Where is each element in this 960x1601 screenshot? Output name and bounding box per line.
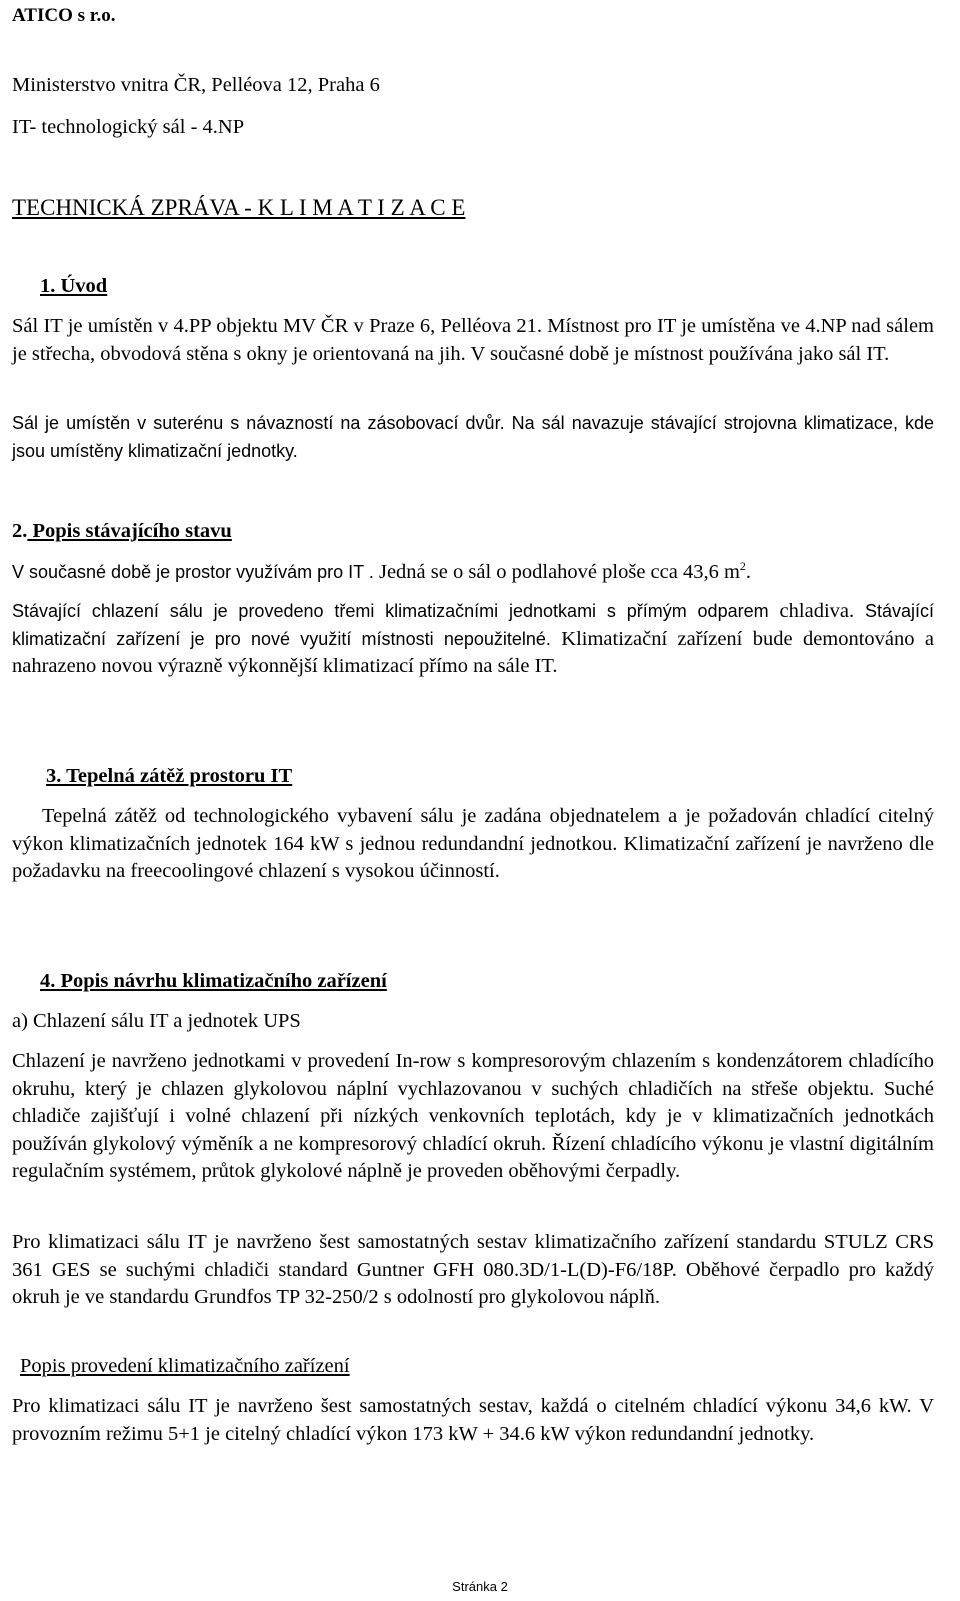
- heat-load-paragraph: [12, 803, 934, 886]
- period: .: [745, 561, 752, 583]
- section-heading: Popis stávajícího stavu: [27, 520, 232, 542]
- intro-text-2a: Sál je umístěn v suterénu s návazností na zásobovací dvůr.: [12, 413, 505, 433]
- section-intro: [12, 273, 934, 301]
- design-paragraph-1: [12, 1048, 934, 1186]
- current-state-text-2a: Stávající chlazení sálu je provedeno třemi klimatizačními jednotkami s přímým odparem: [12, 601, 769, 621]
- design-text-3: Pro klimatizaci sálu IT je navrženo šest samostatných sestav, každá o citelném chladící výkonu 34,6 kW. V provozním režimu 5+1 je citelný chladící výkon 173 kW + 34.6 kW výkon redundandní jednotky.: [12, 1395, 934, 1445]
- current-state-text-2c: Stávající klimatizační zařízení je pro nové využití místnosti nepoužitelné.: [12, 601, 934, 649]
- current-state-text-1b: Jedná se o sál o podlahové ploše cca 43,6 m: [373, 561, 740, 583]
- subheading: a) Chlazení sálu IT a jednotek UPS: [12, 1010, 301, 1032]
- company-name: ATICO s r.o.: [12, 5, 116, 26]
- section-heat-load: [12, 763, 934, 791]
- section-heading: 1. Úvod: [40, 275, 108, 297]
- design-subheading-2: [12, 1353, 934, 1381]
- current-state-text-1a: V současné době je prostor využívám pro IT .: [12, 562, 374, 582]
- intro-text-2b: Na sál navazuje stávající strojovna klimatizace, kde jsou umístěny klimatizační jednotky.: [12, 413, 934, 461]
- intro-paragraph-2: [12, 410, 934, 465]
- current-state-text-2b: chladiva.: [768, 600, 855, 622]
- address-line: Ministerstvo vnitra ČR, Pelléova 12, Praha 6: [12, 74, 380, 96]
- document-title: TECHNICKÁ ZPRÁVA - K L I M A T I Z A C E: [12, 195, 466, 220]
- current-state-text-2d: Klimatizační zařízení bude demontováno a nahrazeno novou výrazně výkonnější klimatizací přímo na sále IT.: [12, 627, 934, 677]
- superscript: 2: [739, 559, 746, 574]
- intro-text: Sál IT je umístěn v 4.PP objektu MV ČR v Praze 6, Pelléova 21. Místnost pro IT je umístěna ve 4.NP nad sálem je střecha, obvodová stěna s okny je orientovaná na jih. V současné době je místnost používána jako sál IT.: [12, 315, 934, 365]
- heat-load-text: Tepelná zátěž od technologického vybavení sálu je zadána objednatelem a je požadován chladící citelný výkon klimatizačních jednotek 164 kW s jednou redundandní jednotkou. Klimatizační zařízení je navrženo dle požadavku na freecoolingové chlazení s vysokou účinností.: [12, 805, 934, 882]
- section-number: 2.: [12, 520, 28, 542]
- intro-paragraph: [12, 313, 934, 368]
- subheading-2: Popis provedení klimatizačního zařízení: [20, 1355, 350, 1377]
- section-heading: 3. Tepelná zátěž prostoru IT: [46, 765, 293, 787]
- design-paragraph-2: [12, 1229, 934, 1312]
- design-paragraph-3: [12, 1393, 934, 1448]
- section-heading: 4. Popis návrhu klimatizačního zařízení: [40, 970, 387, 992]
- design-text-2: Pro klimatizaci sálu IT je navrženo šest samostatných sestav klimatizačního zařízení standardu STULZ CRS 361 GES se suchými chladiči standard Guntner GFH 080.3D/1-L(D)-F6/18P. Oběhové čerpadlo pro každý okruh je ve standardu Grundfos TP 32-250/2 s odolností pro glykolovou náplň.: [12, 1231, 934, 1308]
- design-text-1: Chlazení je navrženo jednotkami v provedení In-row s kompresorovým chlazením s kondenzátorem chladícího okruhu, který je chlazen glykolovou náplní vychlazovanou v suchých chladičích na střeše objektu. Suché chladiče zajišťují i volné chlazení při nízkých venkovních teplotách, kdy je v klimatizačních jednotkách používán glykolový výměník a ne kompresorový chladící okruh. Řízení chladícího výkonu je vlastní digitálním regulačním systémem, průtok glykolové náplně je proveden oběhovými čerpadly.: [12, 1050, 934, 1182]
- page-footer: Stránka 2: [452, 1579, 508, 1594]
- section-design: [12, 968, 934, 996]
- location-line: IT- technologický sál - 4.NP: [12, 116, 245, 138]
- design-subheading: [12, 1008, 934, 1036]
- current-state-paragraph-1: [12, 559, 934, 587]
- current-state-paragraph-2: [12, 598, 934, 681]
- section-current-state: [12, 518, 934, 546]
